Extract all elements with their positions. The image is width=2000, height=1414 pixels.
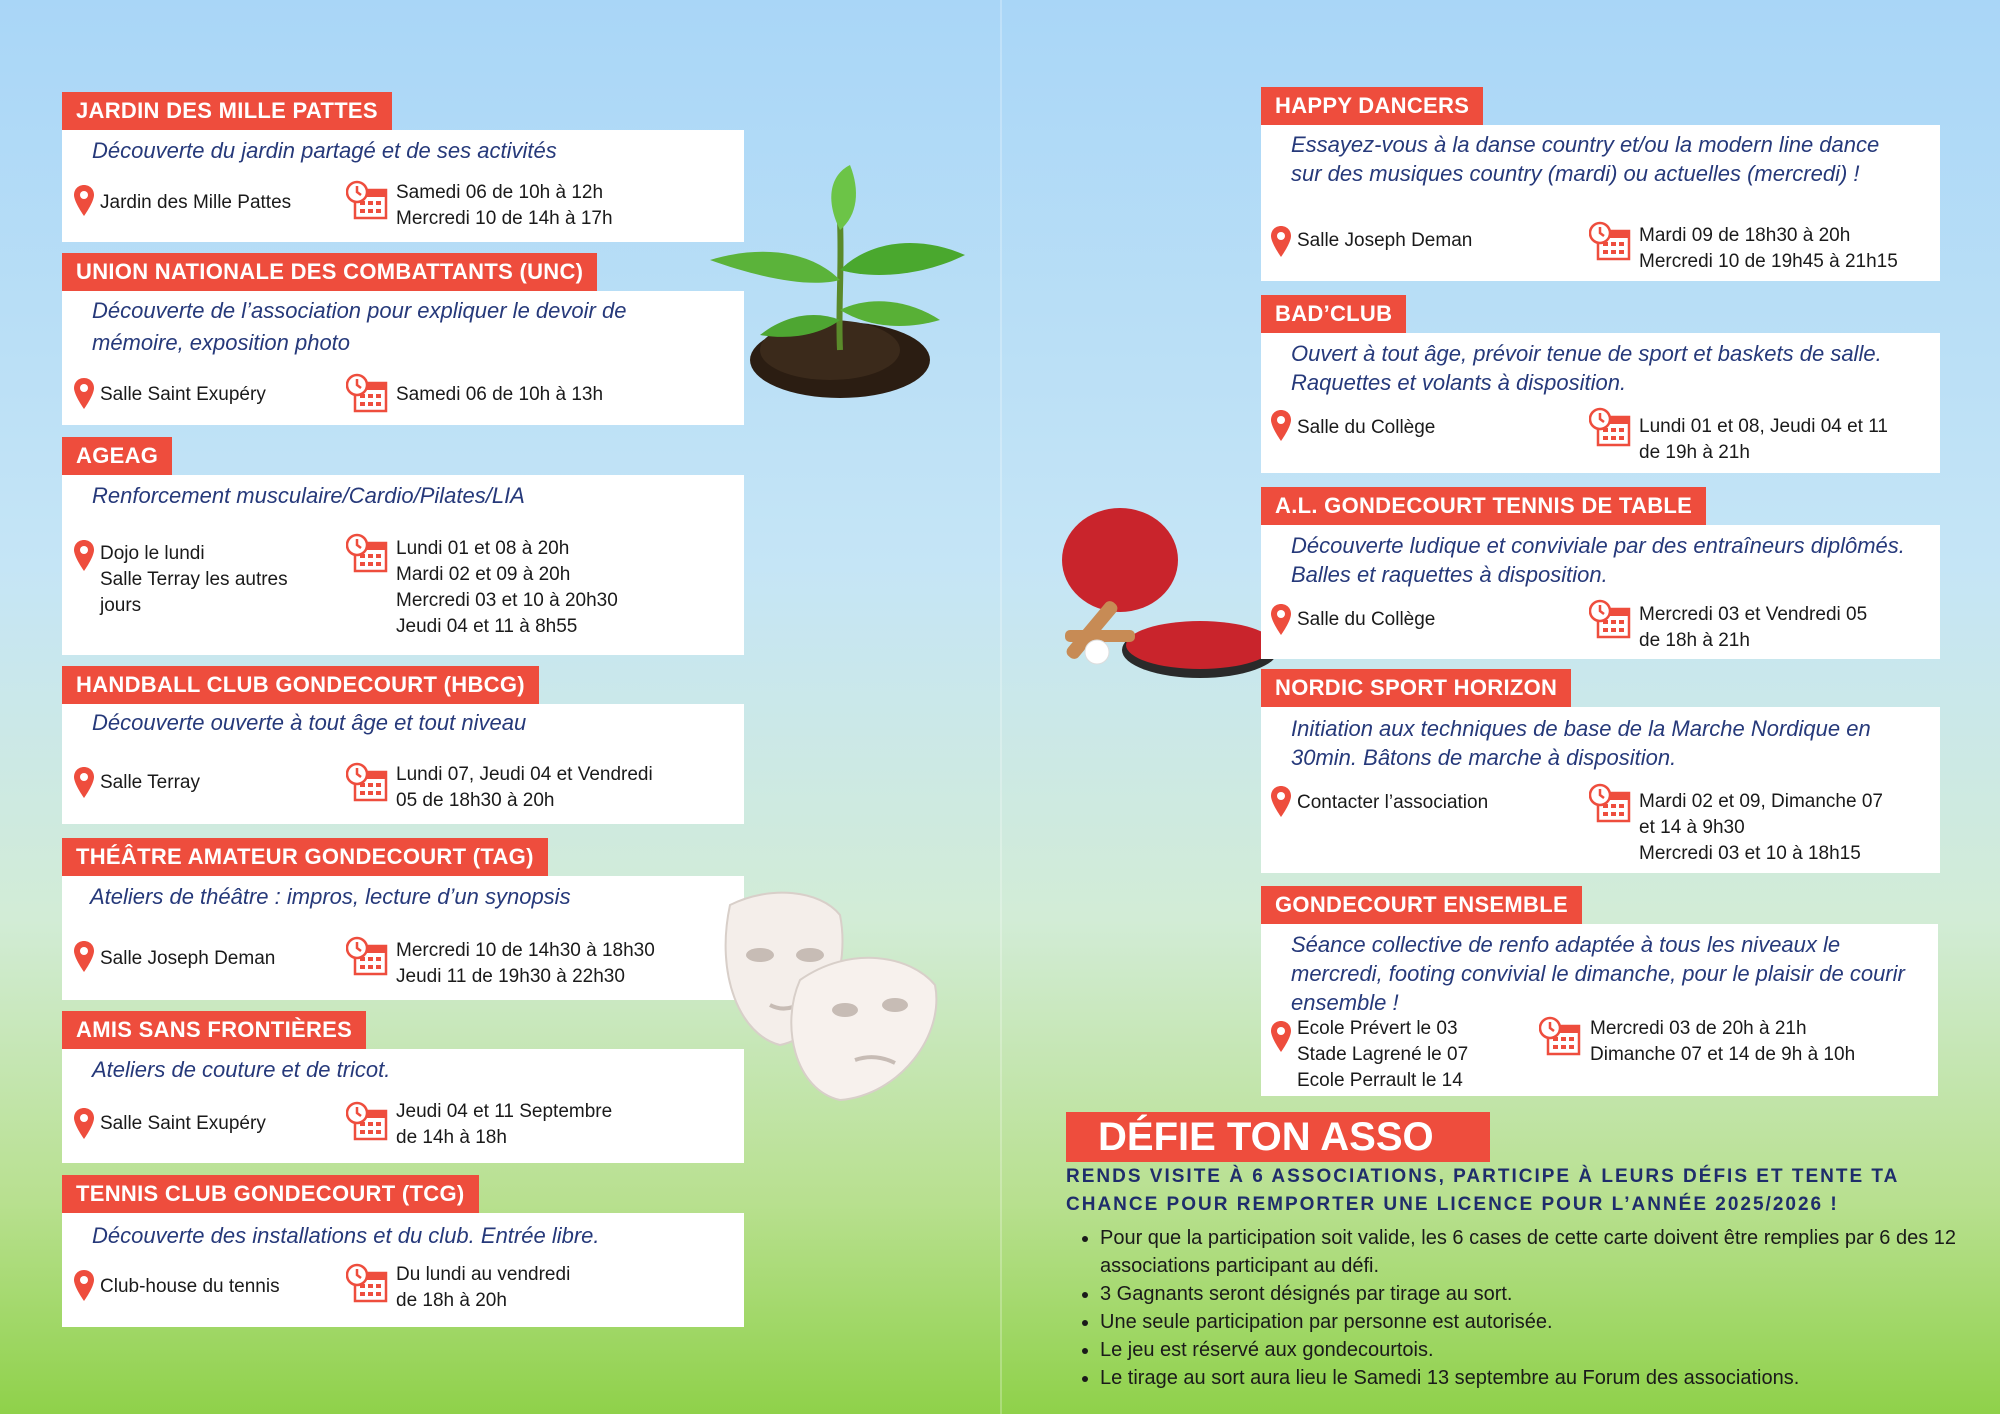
location-pin-icon xyxy=(72,1269,96,1303)
card-times xyxy=(396,938,736,990)
place-line: Salle Terray xyxy=(100,772,200,793)
association-card xyxy=(62,838,744,1000)
location-pin-icon xyxy=(72,1107,96,1141)
card-description: Initiation aux techniques de base de la Marche Nordique en 30min. Bâtons de marche à disposition. xyxy=(1291,716,1871,770)
calendar-clock-icon xyxy=(346,1263,388,1303)
calendar-clock-icon xyxy=(1589,221,1631,261)
card-title: HAPPY DANCERS xyxy=(1261,87,1483,125)
card-description: Séance collective de renfo adaptée à tous les niveaux le mercredi, footing convivial le dimanche, pour le plaisir de courir ensemble ! xyxy=(1291,932,1905,1015)
card-place xyxy=(100,946,330,972)
time-line: de 14h à 18h xyxy=(396,1127,507,1148)
time-line: Lundi 01 et 08 à 20h xyxy=(396,538,570,559)
card-title: GONDECOURT ENSEMBLE xyxy=(1261,886,1582,924)
card-times xyxy=(1639,789,1939,867)
place-line: Stade Lagrené le 07 xyxy=(1297,1044,1469,1065)
location-pin-icon xyxy=(72,940,96,974)
place-line: Salle du Collège xyxy=(1297,609,1436,630)
card-description: Découverte des installations et du club. Entrée libre. xyxy=(92,1223,600,1248)
ping-pong-paddles-illustration xyxy=(1025,500,1285,690)
time-line: Du lundi au vendredi xyxy=(396,1264,571,1285)
time-line: de 19h à 21h xyxy=(1639,442,1750,463)
place-line: Jardin des Mille Pattes xyxy=(100,192,292,213)
place-line: Dojo le lundi xyxy=(100,543,205,564)
calendar-clock-icon xyxy=(1589,783,1631,823)
time-line: Jeudi 04 et 11 à 8h55 xyxy=(396,616,578,637)
card-title: A.L. GONDECOURT TENNIS DE TABLE xyxy=(1261,487,1706,525)
calendar-clock-icon xyxy=(346,180,388,220)
time-line: Mercredi 03 de 20h à 21h xyxy=(1590,1018,1807,1039)
card-description: Découverte du jardin partagé et de ses activités xyxy=(92,138,557,163)
card-place xyxy=(100,1274,330,1300)
association-card xyxy=(62,437,744,655)
location-pin-icon xyxy=(1269,603,1293,637)
time-line: Mardi 09 de 18h30 à 20h xyxy=(1639,225,1851,246)
card-title: THÉÂTRE AMATEUR GONDECOURT (TAG) xyxy=(62,838,548,876)
card-times xyxy=(396,536,736,640)
time-line: Lundi 07, Jeudi 04 et Vendredi xyxy=(396,764,653,785)
place-line: Salle Joseph Deman xyxy=(100,948,276,969)
card-description: Découverte de l’association pour expliquer le devoir de mémoire, exposition photo xyxy=(92,298,627,355)
card-place xyxy=(1297,415,1557,441)
location-pin-icon xyxy=(1269,225,1293,259)
association-card xyxy=(62,253,744,425)
card-place xyxy=(1297,607,1557,633)
card-title: UNION NATIONALE DES COMBATTANTS (UNC) xyxy=(62,253,597,291)
defi-subtitle-line: CHANCE POUR REMPORTER UNE LICENCE POUR L’ANNÉE 2025/2026 ! xyxy=(1066,1194,1839,1215)
place-line: Salle Joseph Deman xyxy=(1297,230,1473,251)
defi-subtitle-line: RENDS VISITE À 6 ASSOCIATIONS, PARTICIPE À LEURS DÉFIS ET TENTE TA xyxy=(1066,1166,1900,1187)
time-line: Mardi 02 et 09 à 20h xyxy=(396,564,571,585)
association-card xyxy=(62,666,744,824)
card-place xyxy=(100,382,330,408)
calendar-clock-icon xyxy=(346,373,388,413)
card-times xyxy=(396,1262,736,1314)
time-line: et 14 à 9h30 xyxy=(1639,817,1745,838)
rule-item: • 3 Gagnants seront désignés par tirage au sort. xyxy=(1100,1280,2000,1308)
card-title: BAD’CLUB xyxy=(1261,295,1406,333)
association-card xyxy=(62,1011,744,1163)
association-card xyxy=(1261,669,1940,873)
calendar-clock-icon xyxy=(1589,599,1631,639)
calendar-clock-icon xyxy=(346,936,388,976)
location-pin-icon xyxy=(72,539,96,573)
time-line: Mercredi 03 et Vendredi 05 xyxy=(1639,604,1868,625)
calendar-clock-icon xyxy=(1539,1016,1581,1056)
card-times xyxy=(1639,602,1939,654)
location-pin-icon xyxy=(72,184,96,218)
place-line: jours xyxy=(100,595,142,616)
card-title: AGEAG xyxy=(62,437,172,475)
calendar-clock-icon xyxy=(346,1101,388,1141)
location-pin-icon xyxy=(72,766,96,800)
card-place xyxy=(1297,790,1557,816)
card-description: Ateliers de théâtre : impros, lecture d’un synopsis xyxy=(90,884,571,909)
association-card xyxy=(62,1175,744,1327)
time-line: Jeudi 11 de 19h30 à 22h30 xyxy=(396,966,625,987)
card-times xyxy=(396,382,736,408)
time-line: Mercredi 03 et 10 à 18h15 xyxy=(1639,843,1861,864)
defi-rules-list xyxy=(1072,1224,2000,1392)
time-line: Mercredi 10 de 14h à 17h xyxy=(396,208,613,229)
association-card xyxy=(1261,886,1938,1096)
time-line: Mardi 02 et 09, Dimanche 07 xyxy=(1639,791,1883,812)
association-card xyxy=(62,92,744,242)
defi-title: DÉFIE TON ASSO xyxy=(1066,1112,1490,1162)
time-line: de 18h à 20h xyxy=(396,1290,507,1311)
card-place xyxy=(100,1111,330,1137)
card-description: Essayez-vous à la danse country et/ou la modern line dance sur des musiques country (mardi) ou actuelles (mercredi) ! xyxy=(1291,132,1880,186)
time-line: Lundi 01 et 08, Jeudi 04 et 11 xyxy=(1639,416,1888,437)
card-times xyxy=(396,1099,736,1151)
place-line: Contacter l’association xyxy=(1297,792,1489,813)
place-line: Club-house du tennis xyxy=(100,1276,280,1297)
card-times xyxy=(1639,223,1939,275)
card-times xyxy=(396,180,736,232)
theatre-masks-illustration xyxy=(710,885,950,1105)
calendar-clock-icon xyxy=(346,533,388,573)
rule-item: • Le tirage au sort aura lieu le Samedi 13 septembre au Forum des associations. xyxy=(1100,1364,2000,1392)
card-place xyxy=(1297,1016,1517,1094)
place-line: Salle Saint Exupéry xyxy=(100,1113,266,1134)
card-title: JARDIN DES MILLE PATTES xyxy=(62,92,392,130)
place-line: Salle Saint Exupéry xyxy=(100,384,266,405)
rule-item: • Le jeu est réservé aux gondecourtois. xyxy=(1100,1336,2000,1364)
calendar-clock-icon xyxy=(346,762,388,802)
association-card xyxy=(1261,487,1940,659)
card-place xyxy=(100,541,330,619)
card-times xyxy=(396,762,736,814)
card-title: HANDBALL CLUB GONDECOURT (HBCG) xyxy=(62,666,539,704)
card-place xyxy=(1297,228,1557,254)
place-line: Ecole Perrault le 14 xyxy=(1297,1070,1463,1091)
location-pin-icon xyxy=(1269,785,1293,819)
card-description: Découverte ludique et conviviale par des entraîneurs diplômés. Balles et raquettes à disposition. xyxy=(1291,533,1905,587)
page-fold xyxy=(1000,0,1002,1414)
time-line: Mercredi 03 et 10 à 20h30 xyxy=(396,590,618,611)
association-card xyxy=(1261,295,1940,473)
card-times xyxy=(1590,1016,1920,1068)
place-line: Salle du Collège xyxy=(1297,417,1436,438)
rule-item: • Pour que la participation soit valide, les 6 cases de cette carte doivent être remplies par 6 des 12 associations participant au défi. xyxy=(1100,1224,2000,1280)
location-pin-icon xyxy=(72,377,96,411)
defi-subtitle xyxy=(1066,1163,1966,1219)
time-line: Mercredi 10 de 19h45 à 21h15 xyxy=(1639,251,1898,272)
card-place xyxy=(100,770,330,796)
time-line: de 18h à 21h xyxy=(1639,630,1750,651)
calendar-clock-icon xyxy=(1589,407,1631,447)
time-line: Dimanche 07 et 14 de 9h à 10h xyxy=(1590,1044,1856,1065)
card-description: Renforcement musculaire/Cardio/Pilates/LIA xyxy=(92,483,525,508)
place-line: Salle Terray les autres xyxy=(100,569,288,590)
card-times xyxy=(1639,414,1939,466)
time-line: Samedi 06 de 10h à 13h xyxy=(396,384,604,405)
card-description: Ouvert à tout âge, prévoir tenue de sport et baskets de salle. Raquettes et volants à disposition. xyxy=(1291,341,1882,395)
location-pin-icon xyxy=(1269,1020,1293,1054)
card-title: TENNIS CLUB GONDECOURT (TCG) xyxy=(62,1175,479,1213)
rule-item: • Une seule participation par personne est autorisée. xyxy=(1100,1308,2000,1336)
card-description: Ateliers de couture et de tricot. xyxy=(92,1057,391,1082)
location-pin-icon xyxy=(1269,409,1293,443)
card-title: AMIS SANS FRONTIÈRES xyxy=(62,1011,366,1049)
place-line: Ecole Prévert le 03 xyxy=(1297,1018,1458,1039)
time-line: Mercredi 10 de 14h30 à 18h30 xyxy=(396,940,655,961)
plant-seedling-illustration xyxy=(700,160,980,410)
card-description: Découverte ouverte à tout âge et tout niveau xyxy=(92,710,527,735)
association-card xyxy=(1261,87,1940,281)
card-place xyxy=(100,190,330,216)
time-line: Jeudi 04 et 11 Septembre xyxy=(396,1101,613,1122)
card-title: NORDIC SPORT HORIZON xyxy=(1261,669,1571,707)
time-line: Samedi 06 de 10h à 12h xyxy=(396,182,604,203)
time-line: 05 de 18h30 à 20h xyxy=(396,790,555,811)
